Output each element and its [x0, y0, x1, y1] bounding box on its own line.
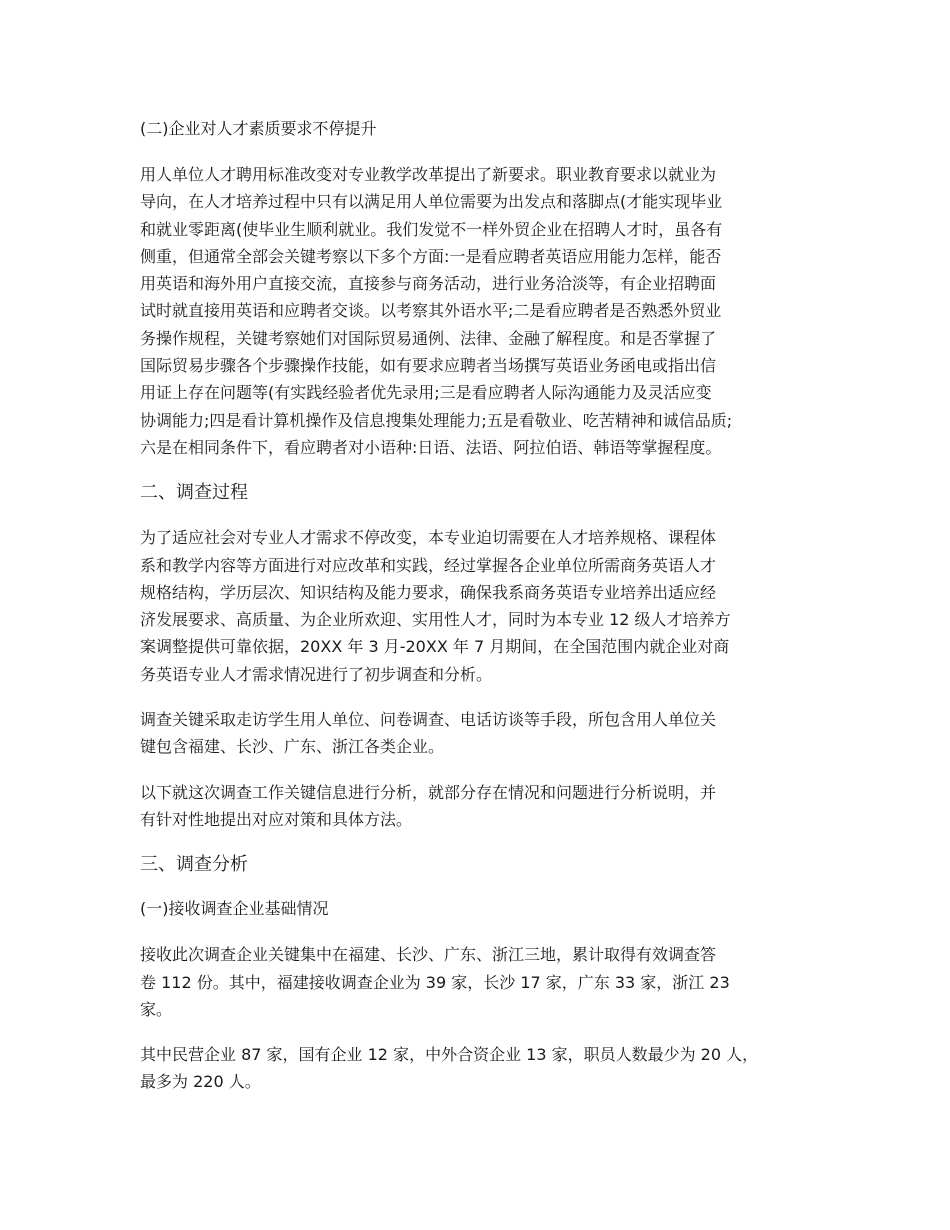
subsection-heading: (二)企业对人才素质要求不停提升	[140, 119, 377, 138]
text-line: 导向，在人才培养过程中只有以满足用人单位需要为出发点和落脚点(才能实现毕业	[140, 192, 723, 212]
text-line: 最多为 220 人。	[140, 1072, 261, 1092]
text-line: 六是在相同条件下，看应聘者对小语种:日语、法语、阿拉伯语、韩语等掌握程度。	[140, 437, 722, 457]
paragraph	[140, 161, 830, 461]
text-line: 济发展要求、高质量、为企业所欢迎、实用性人才，同时为本专业 12 级人才培养方	[140, 610, 731, 630]
text-line: 和就业零距离(使毕业生顺利就业。我们发觉不一样外贸企业在招聘人才时，虽各有	[140, 219, 723, 239]
text-line: 卷 112 份。其中，福建接收调查企业为 39 家，长沙 17 家，广东 33 家，浙江 23	[140, 972, 730, 992]
paragraph	[140, 779, 830, 834]
text-line: 为了适应社会对专业人才需求不停改变，本专业迫切需要在人才培养规格、课程体	[140, 528, 717, 548]
paragraph	[140, 706, 830, 761]
text-line: 案调整提供可靠依据，20XX 年 3 月-20XX 年 7 月期间，在全国范围内就企业对商	[140, 637, 730, 657]
text-line: 接收此次调查企业关键集中在福建、长沙、广东、浙江三地，累计取得有效调查答	[140, 945, 717, 965]
subsection-heading: (一)接收调查企业基础情况	[140, 899, 329, 919]
paragraph	[140, 524, 830, 688]
paragraph	[140, 1041, 830, 1096]
text-line: 用英语和海外用户直接交流，直接参与商务活动，进行业务洽淡等，有企业招聘面	[140, 274, 717, 294]
text-line: 务英语专业人才需求情况进行了初步调查和分析。	[140, 664, 493, 684]
section-heading: 二、调查过程	[140, 482, 248, 504]
text-line: 国际贸易步骤各个步骤操作技能，如有要求应聘者当场撰写英语业务函电或指出信	[140, 356, 717, 376]
text-line: 系和教学内容等方面进行对应改革和实践，经过掌握各企业单位所需商务英语人才	[140, 555, 717, 575]
section-heading: 三、调查分析	[140, 854, 248, 876]
document-page	[140, 116, 830, 1114]
paragraph	[140, 941, 830, 1023]
text-line: 家。	[140, 999, 173, 1019]
text-line: 其中民营企业 87 家，国有企业 12 家，中外合资企业 13 家，职员人数最少为 20 人，	[140, 1045, 759, 1065]
text-line: 用证上存在问题等(有实践经验者优先录用;三是看应聘者人际沟通能力及灵活应变	[140, 383, 712, 403]
text-line: 务操作规程，关键考察她们对国际贸易通例、法律、金融了解程度。和是否掌握了	[140, 328, 717, 348]
text-line: 以下就这次调查工作关键信息进行分析，就部分存在情况和问题进行分析说明，并	[140, 782, 717, 802]
text-line: 协调能力;四是看计算机操作及信息搜集处理能力;五是看敬业、吃苦精神和诚信品质;	[140, 410, 733, 430]
text-line: 键包含福建、长沙、广东、浙江各类企业。	[140, 737, 445, 757]
text-line: 用人单位人才聘用标准改变对专业教学改革提出了新要求。职业教育要求以就业为	[140, 165, 717, 184]
text-line: 规格结构，学历层次、知识结构及能力要求，确保我系商务英语专业培养出适应经	[140, 582, 717, 602]
text-line: 试时就直接用英语和应聘者交谈。以考察其外语水平;二是看应聘者是否熟悉外贸业	[140, 301, 722, 321]
text-line: 有针对性地提出对应对策和具体方法。	[140, 809, 413, 829]
text-line: 侧重，但通常全部会关键考察以下多个方面:一是看应聘者英语应用能力怎样，能否	[140, 246, 722, 266]
text-line: 调查关键采取走访学生用人单位、问卷调查、电话访谈等手段，所包含用人单位关	[140, 710, 717, 730]
